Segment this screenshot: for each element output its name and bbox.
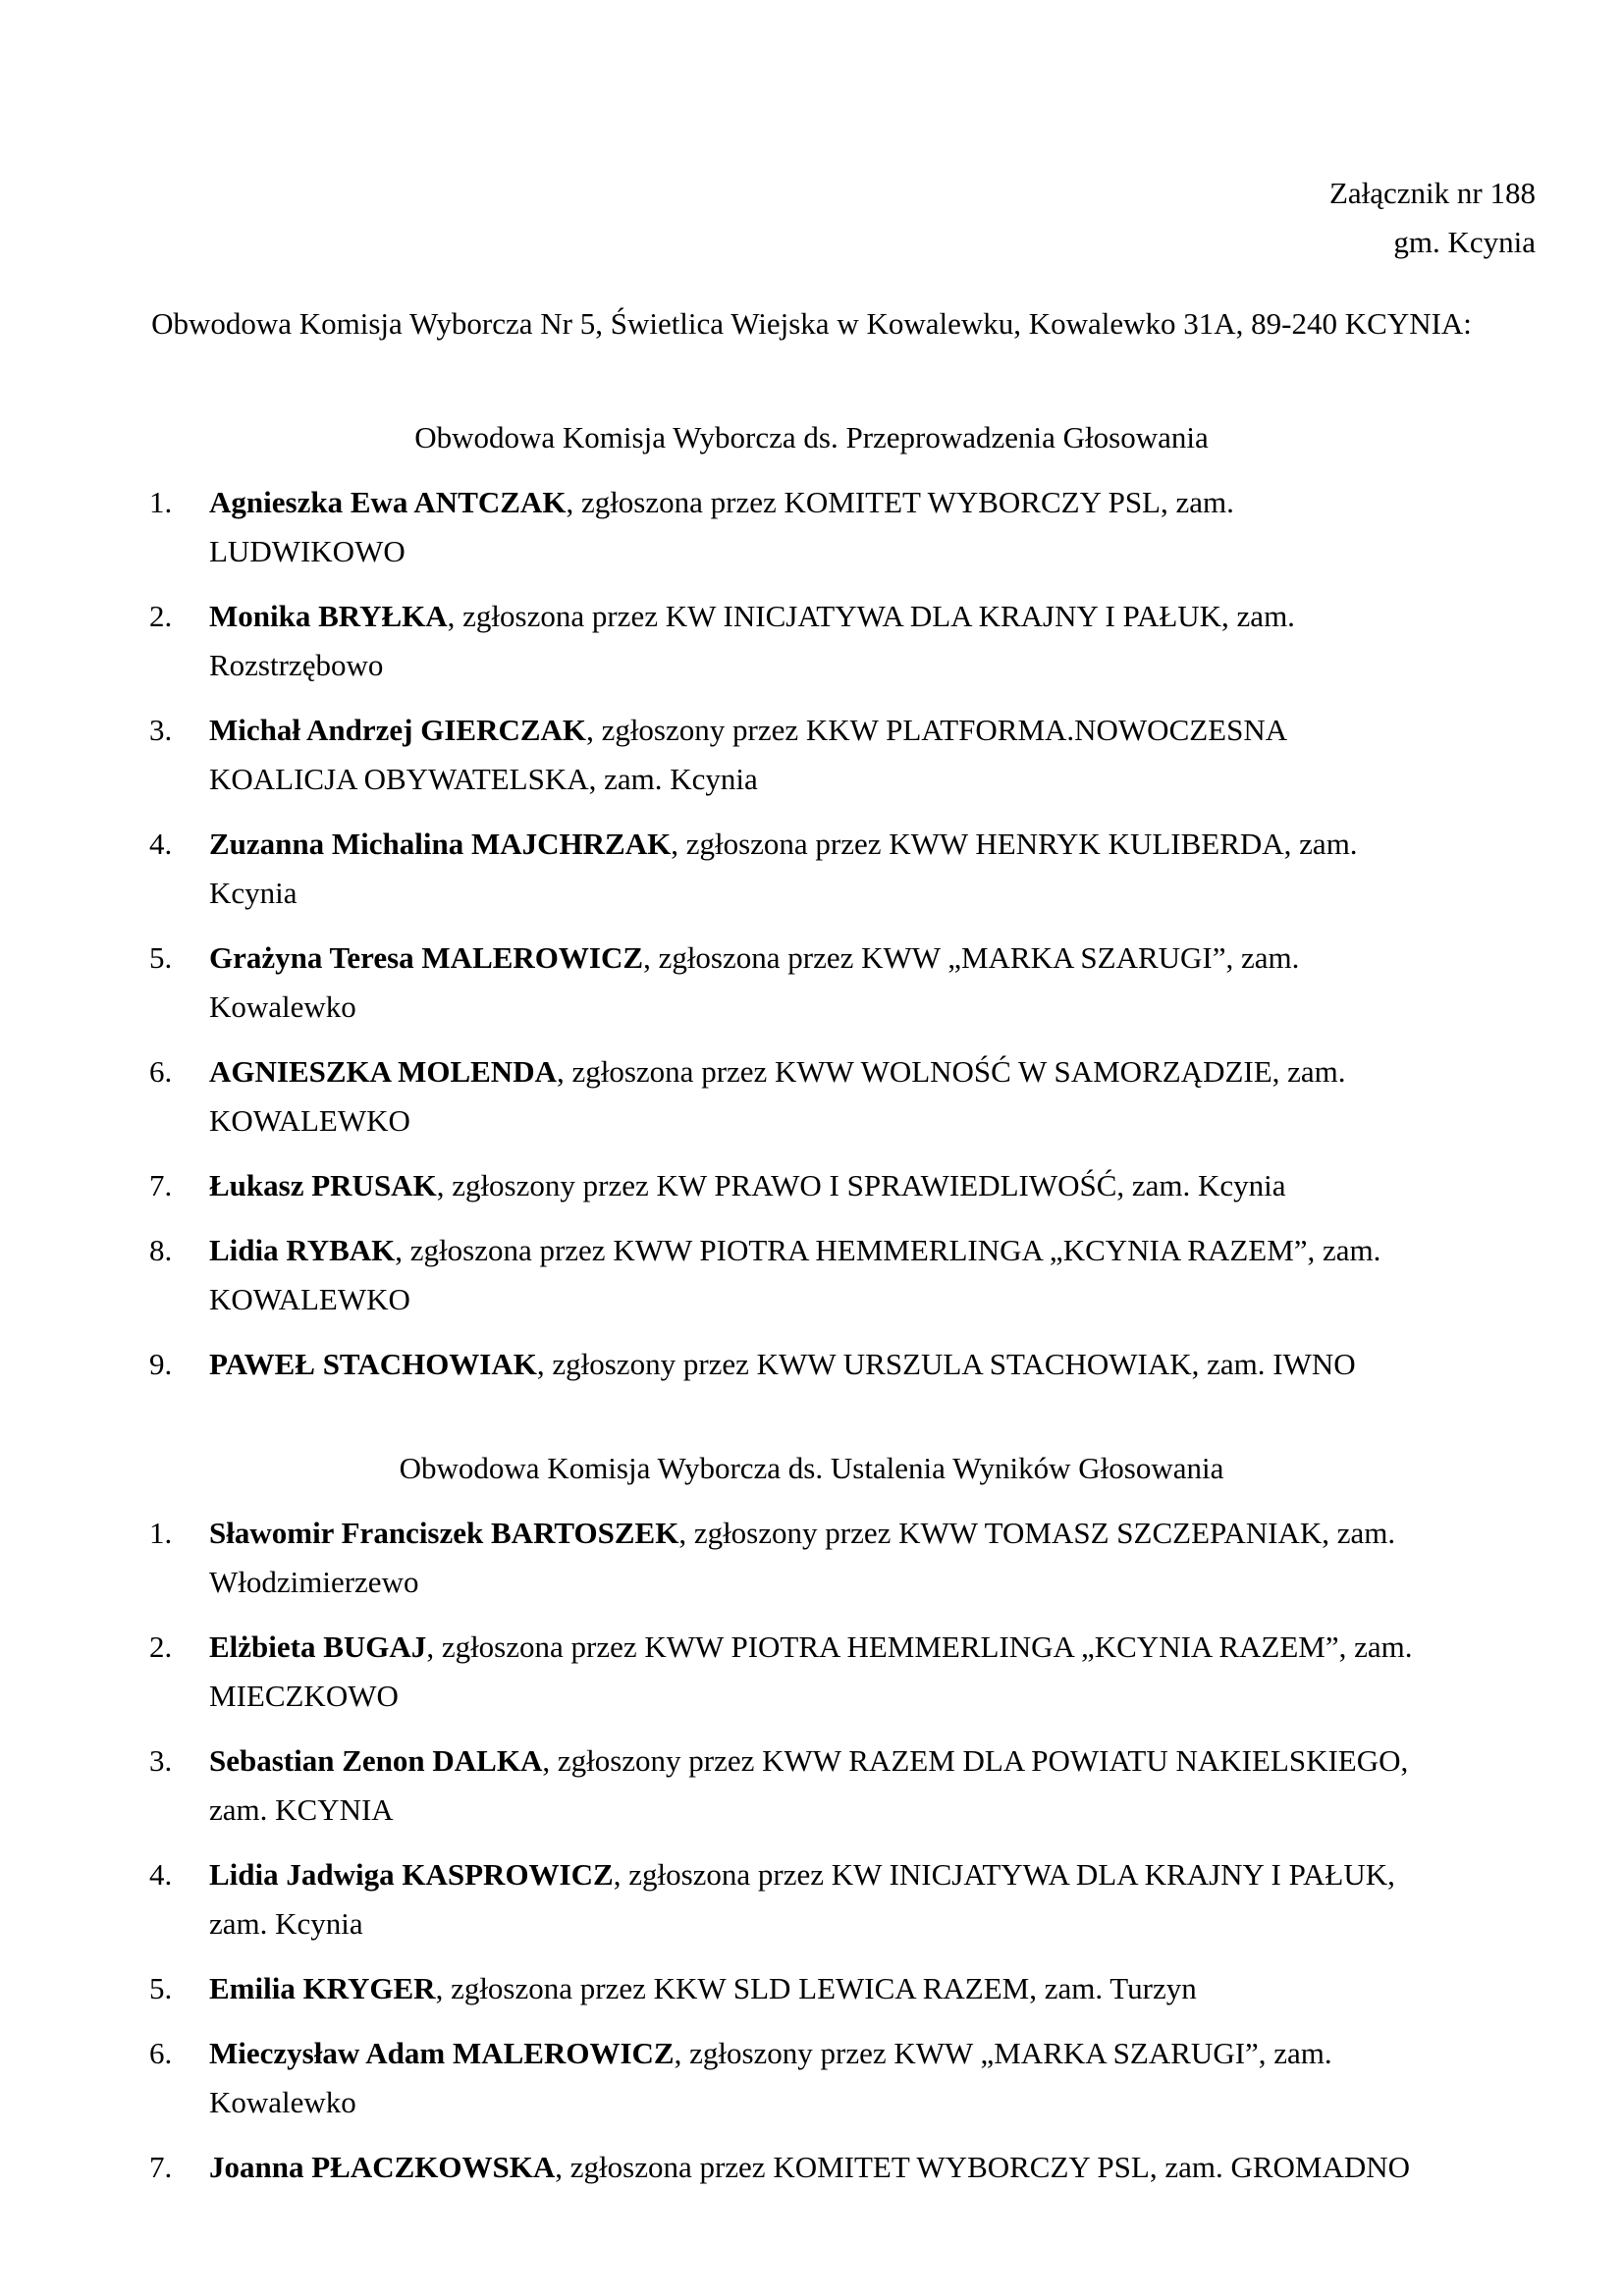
member-name: Łukasz PRUSAK bbox=[209, 1168, 437, 1202]
list-item bbox=[0, 1964, 1623, 2013]
item-number: 2. bbox=[149, 599, 173, 633]
member-details-cont: Kowalewko bbox=[209, 2085, 356, 2119]
member-details-cont: Rozstrzębowo bbox=[209, 648, 384, 682]
member-list-results bbox=[0, 1509, 1623, 2208]
item-number: 1. bbox=[149, 485, 173, 519]
member-name: AGNIESZKA MOLENDA bbox=[209, 1054, 557, 1089]
item-number: 5. bbox=[149, 940, 173, 975]
list-item bbox=[0, 1623, 1623, 1721]
list-item bbox=[0, 1509, 1623, 1607]
member-name: Elżbieta BUGAJ bbox=[209, 1629, 427, 1664]
list-item bbox=[0, 820, 1623, 918]
member-name: Joanna PŁACZKOWSKA bbox=[209, 2150, 556, 2184]
member-name: Sławomir Franciszek BARTOSZEK bbox=[209, 1516, 679, 1550]
member-details: , zgłoszona przez KWW PIOTRA HEMMERLINGA „KCYNIA RAZEM”, zam. bbox=[426, 1629, 1413, 1664]
member-details-cont: KOALICJA OBYWATELSKA, zam. Kcynia bbox=[209, 762, 758, 796]
member-name: Emilia KRYGER bbox=[209, 1971, 436, 2005]
member-details: , zgłoszony przez KW PRAWO I SPRAWIEDLIWOŚĆ, zam. Kcynia bbox=[436, 1168, 1286, 1202]
section-title-results: Obwodowa Komisja Wyborcza ds. Ustalenia Wyników Głosowania bbox=[399, 1451, 1224, 1485]
item-number: 5. bbox=[149, 1971, 173, 2005]
member-name: Mieczysław Adam MALEROWICZ bbox=[209, 2036, 675, 2070]
list-item bbox=[0, 1340, 1623, 1389]
section-title-voting: Obwodowa Komisja Wyborcza ds. Przeprowadzenia Głosowania bbox=[414, 420, 1209, 454]
item-number: 1. bbox=[149, 1516, 173, 1550]
member-details: , zgłoszony przez KWW „MARKA SZARUGI”, zam. bbox=[674, 2036, 1332, 2070]
list-item bbox=[0, 592, 1623, 690]
item-number: 6. bbox=[149, 2036, 173, 2070]
member-list-voting bbox=[0, 478, 1623, 1405]
member-details-cont: Kowalewko bbox=[209, 989, 356, 1024]
municipality: gm. Kcynia bbox=[1393, 225, 1536, 259]
member-name: Zuzanna Michalina MAJCHRZAK bbox=[209, 827, 672, 861]
item-number: 8. bbox=[149, 1233, 173, 1267]
attachment-number: Załącznik nr 188 bbox=[1328, 176, 1536, 210]
list-item bbox=[0, 478, 1623, 576]
member-details-cont: Kcynia bbox=[209, 876, 298, 910]
item-number: 9. bbox=[149, 1347, 173, 1381]
member-details-cont: KOWALEWKO bbox=[209, 1282, 410, 1316]
member-details: , zgłoszona przez KOMITET WYBORCZY PSL, zam. GROMADNO bbox=[555, 2150, 1411, 2184]
member-details: , zgłoszona przez KWW WOLNOŚĆ W SAMORZĄDZIE, zam. bbox=[556, 1054, 1346, 1089]
list-item bbox=[0, 1047, 1623, 1146]
member-name: Lidia RYBAK bbox=[209, 1233, 396, 1267]
member-details: , zgłoszona przez KWW „MARKA SZARUGI”, zam. bbox=[643, 940, 1300, 975]
member-details: , zgłoszona przez KKW SLD LEWICA RAZEM, zam. Turzyn bbox=[435, 1971, 1197, 2005]
member-details-cont: Włodzimierzewo bbox=[209, 1565, 419, 1599]
member-details: , zgłoszona przez KWW PIOTRA HEMMERLINGA „KCYNIA RAZEM”, zam. bbox=[395, 1233, 1381, 1267]
member-name: Michał Andrzej GIERCZAK bbox=[209, 713, 587, 747]
member-details: , zgłoszona przez KW INICJATYWA DLA KRAJNY I PAŁUK, zam. bbox=[447, 599, 1295, 633]
list-item bbox=[0, 1226, 1623, 1324]
member-details-cont: MIECZKOWO bbox=[209, 1679, 399, 1713]
member-details: , zgłoszona przez KW INICJATYWA DLA KRAJNY I PAŁUK, bbox=[613, 1857, 1395, 1892]
member-name: Grażyna Teresa MALEROWICZ bbox=[209, 940, 644, 975]
member-details: , zgłoszony przez KWW TOMASZ SZCZEPANIAK, zam. bbox=[678, 1516, 1396, 1550]
member-details-cont: zam. Kcynia bbox=[209, 1906, 363, 1941]
member-details: , zgłoszona przez KWW HENRYK KULIBERDA, zam. bbox=[671, 827, 1358, 861]
member-name: Lidia Jadwiga KASPROWICZ bbox=[209, 1857, 614, 1892]
item-number: 7. bbox=[149, 2150, 173, 2184]
member-name: Agnieszka Ewa ANTCZAK bbox=[209, 485, 567, 519]
item-number: 3. bbox=[149, 1743, 173, 1778]
item-number: 4. bbox=[149, 827, 173, 861]
member-details: , zgłoszona przez KOMITET WYBORCZY PSL, zam. bbox=[566, 485, 1234, 519]
list-item bbox=[0, 1736, 1623, 1835]
member-name: Sebastian Zenon DALKA bbox=[209, 1743, 543, 1778]
member-details-cont: KOWALEWKO bbox=[209, 1103, 410, 1138]
list-item bbox=[0, 2143, 1623, 2192]
commission-title: Obwodowa Komisja Wyborcza Nr 5, Świetlica Wiejska w Kowalewku, Kowalewko 31A, 89-240 KCYNIA: bbox=[151, 306, 1472, 341]
list-item bbox=[0, 706, 1623, 804]
member-details-cont: LUDWIKOWO bbox=[209, 534, 406, 568]
item-number: 7. bbox=[149, 1168, 173, 1202]
item-number: 6. bbox=[149, 1054, 173, 1089]
member-details: , zgłoszony przez KWW RAZEM DLA POWIATU NAKIELSKIEGO, bbox=[542, 1743, 1409, 1778]
item-number: 2. bbox=[149, 1629, 173, 1664]
member-name: PAWEŁ STACHOWIAK bbox=[209, 1347, 537, 1381]
member-details: , zgłoszony przez KWW URSZULA STACHOWIAK, zam. IWNO bbox=[536, 1347, 1356, 1381]
member-details-cont: zam. KCYNIA bbox=[209, 1792, 394, 1827]
document-header bbox=[1329, 169, 1536, 267]
item-number: 4. bbox=[149, 1857, 173, 1892]
list-item bbox=[0, 1161, 1623, 1210]
list-item bbox=[0, 2029, 1623, 2127]
list-item bbox=[0, 934, 1623, 1032]
list-item bbox=[0, 1850, 1623, 1949]
item-number: 3. bbox=[149, 713, 173, 747]
member-details: , zgłoszony przez KKW PLATFORMA.NOWOCZESNA bbox=[586, 713, 1288, 747]
member-name: Monika BRYŁKA bbox=[209, 599, 448, 633]
